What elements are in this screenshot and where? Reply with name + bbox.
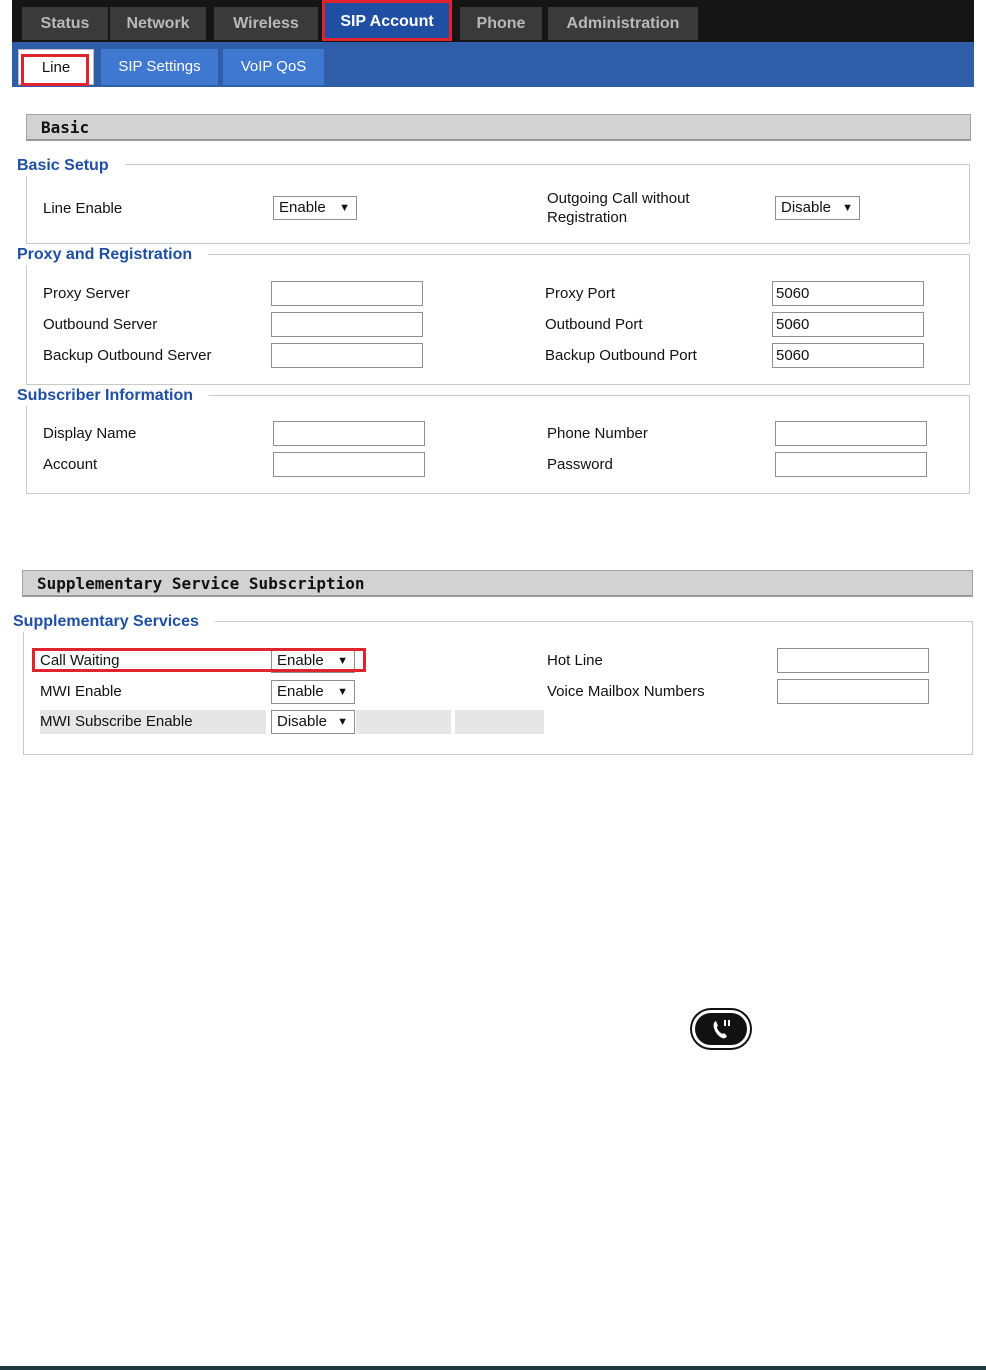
mwi-subscribe-select[interactable] xyxy=(271,710,355,734)
outgoing-call-select[interactable] xyxy=(775,196,860,220)
tab-sip-account[interactable]: SIP Account xyxy=(324,3,450,40)
display-name-input[interactable] xyxy=(273,421,425,446)
sub-nav-bar xyxy=(12,42,974,87)
tab-phone[interactable]: Phone xyxy=(460,7,542,40)
backup-outbound-port-label: Backup Outbound Port xyxy=(545,347,697,364)
mwi-subscribe-label: MWI Subscribe Enable xyxy=(40,713,193,730)
call-waiting-label: Call Waiting xyxy=(40,652,120,669)
tab-wireless[interactable]: Wireless xyxy=(214,7,318,40)
voice-mailbox-label: Voice Mailbox Numbers xyxy=(547,683,705,700)
chevron-down-icon: ▼ xyxy=(337,655,348,667)
tab-network[interactable]: Network xyxy=(110,7,206,40)
legend-supplementary-services: Supplementary Services xyxy=(13,612,215,632)
tab-administration[interactable]: Administration xyxy=(548,7,698,40)
password-input[interactable] xyxy=(775,452,927,477)
line-enable-value: Enable xyxy=(279,199,326,216)
hot-line-input[interactable] xyxy=(777,648,929,673)
outgoing-call-label-line1: Outgoing Call without xyxy=(547,190,690,207)
hot-line-label: Hot Line xyxy=(547,652,603,669)
bottom-divider xyxy=(0,1366,986,1370)
backup-outbound-server-label: Backup Outbound Server xyxy=(43,347,212,364)
subtab-sip-settings[interactable]: SIP Settings xyxy=(101,49,218,85)
outgoing-call-label-line2: Registration xyxy=(547,209,628,226)
subtab-line[interactable]: Line xyxy=(18,49,94,85)
voice-mailbox-input[interactable] xyxy=(777,679,929,704)
proxy-port-label: Proxy Port xyxy=(545,285,616,302)
mwi-enable-select[interactable] xyxy=(271,680,355,704)
top-nav-bar xyxy=(12,0,974,42)
phone-number-label: Phone Number xyxy=(547,425,648,442)
mwi-subscribe-value: Disable xyxy=(277,713,328,730)
chevron-down-icon: ▼ xyxy=(337,716,348,728)
line-enable-select[interactable] xyxy=(273,196,357,220)
section-header-basic: Basic xyxy=(26,114,971,141)
mwi-enable-label: MWI Enable xyxy=(40,683,122,700)
proxy-server-input[interactable] xyxy=(271,281,423,306)
tab-status[interactable]: Status xyxy=(22,7,108,40)
legend-basic-setup: Basic Setup xyxy=(17,156,125,176)
mwi-enable-value: Enable xyxy=(277,683,324,700)
proxy-server-label: Proxy Server xyxy=(43,285,130,302)
phone-handset-icon xyxy=(692,1010,750,1048)
outbound-server-label: Outbound Server xyxy=(43,316,158,333)
subtab-voip-qos[interactable]: VoIP QoS xyxy=(223,49,324,85)
account-input[interactable] xyxy=(273,452,425,477)
backup-outbound-server-input[interactable] xyxy=(271,343,423,368)
legend-proxy-registration: Proxy and Registration xyxy=(17,245,208,265)
section-header-supplementary: Supplementary Service Subscription xyxy=(22,570,973,597)
chevron-down-icon: ▼ xyxy=(339,202,350,214)
chevron-down-icon: ▼ xyxy=(842,202,853,214)
phone-handset-icon-glyph xyxy=(695,1013,747,1045)
call-waiting-select[interactable] xyxy=(271,649,355,673)
backup-outbound-port-input[interactable] xyxy=(772,343,924,368)
legend-subscriber-info: Subscriber Information xyxy=(17,386,209,406)
blank-cell xyxy=(356,710,451,734)
display-name-label: Display Name xyxy=(43,425,137,442)
line-enable-label: Line Enable xyxy=(43,200,123,217)
proxy-port-input[interactable] xyxy=(772,281,924,306)
chevron-down-icon: ▼ xyxy=(337,686,348,698)
call-waiting-value: Enable xyxy=(277,652,324,669)
phone-number-input[interactable] xyxy=(775,421,927,446)
outbound-server-input[interactable] xyxy=(271,312,423,337)
password-label: Password xyxy=(547,456,613,473)
outbound-port-input[interactable] xyxy=(772,312,924,337)
account-label: Account xyxy=(43,456,98,473)
outgoing-call-value: Disable xyxy=(781,199,832,216)
blank-cell xyxy=(455,710,544,734)
outbound-port-label: Outbound Port xyxy=(545,316,643,333)
